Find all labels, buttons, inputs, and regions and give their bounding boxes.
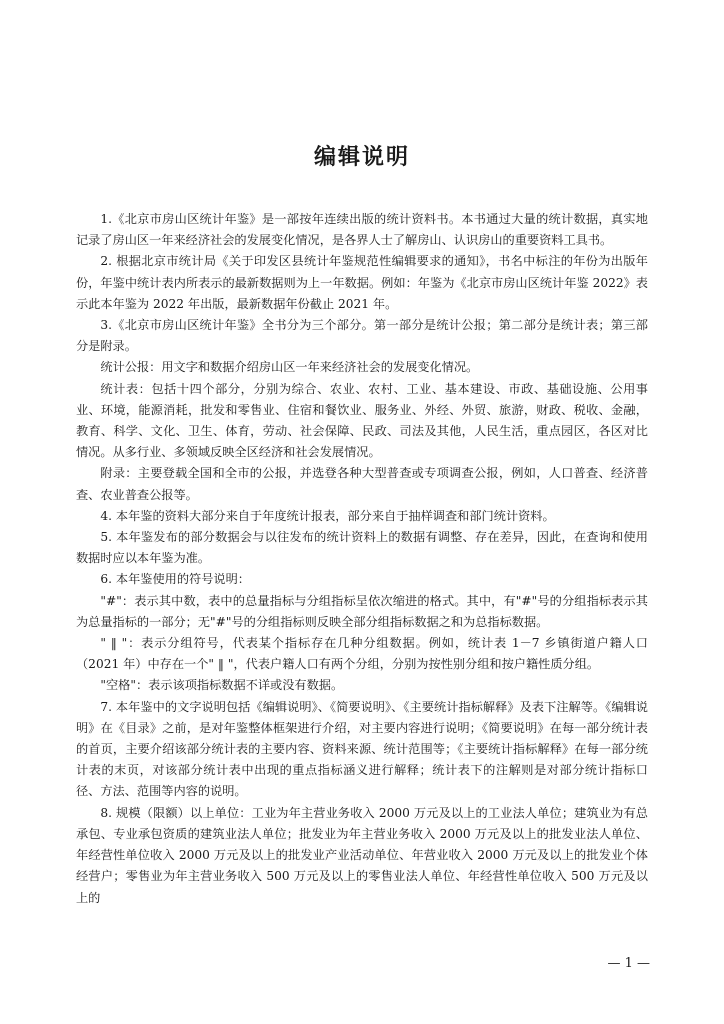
page-title: 编辑说明 bbox=[313, 145, 410, 170]
paragraph-6: 6. 本年鉴使用的符号说明： bbox=[100, 572, 250, 587]
paragraph-8: 8. 规模（限额）以上单位：工业为年主营业务收入 2000 万元及以上的工业法人单位；建筑业为有总承包、专业承包资质的建筑业法人单位；批发业为年主营业务收入 2000 万元及以上的批发业法人单位、年经营性单位收入 2000 万元及以上的批发业产业活动单位、年营业收入 2000 万元及以上的批发业个体经营户；零售业为年主营业务收入 500 万元及以上的零售业法人单位、年经营性单位收入 500 万元及以上的 bbox=[76, 805, 648, 905]
paragraph-symbol-group: " ‖ "：表示分组符号，代表某个指标存在几种分组数据。例如，统计表 1－7 乡镇街道户籍人口（2021 年）中存在一个" ‖ "，代表户籍人口有两个分组，分别为按性别分组和按户籍性质分组。 bbox=[76, 636, 648, 672]
paragraph-appendix: 附录：主要登载全国和全市的公报，并选登各种大型普查或专项调查公报，例如，人口普查、经济普查、农业普查公报等。 bbox=[76, 466, 648, 502]
paragraph-bulletin: 统计公报：用文字和数据介绍房山区一年来经济社会的发展变化情况。 bbox=[100, 360, 479, 375]
page-number: — 1 — bbox=[607, 956, 650, 971]
paragraph-1: 1.《北京市房山区统计年鉴》是一部按年连续出版的统计资料书。本书通过大量的统计数据，真实地记录了房山区一年来经济社会的发展变化情况，是各界人士了解房山、认识房山的重要资料工具书。 bbox=[76, 212, 648, 248]
paragraph-7: 7. 本年鉴中的文字说明包括《编辑说明》、《简要说明》、《主要统计指标解释》及表下注解等。《编辑说明》在《目录》之前，是对年鉴整体框架进行介绍，对主要内容进行说明；《简要说明》在每一部分统计表的首页，主要介绍该部分统计表的主要内容、资料来源、统计范围等；《主要统计指标解释》在每一部分统计表的末页，对该部分统计表中出现的重点指标涵义进行解释；统计表下的注解则是对部分统计指标口径、方法、范围等内容的说明。 bbox=[76, 699, 648, 799]
paragraph-3: 3.《北京市房山区统计年鉴》全书分为三个部分。第一部分是统计公报；第二部分是统计表；第三部分是附录。 bbox=[76, 318, 648, 354]
paragraph-4: 4. 本年鉴的资料大部分来自于年度统计报表，部分来自于抽样调查和部门统计资料。 bbox=[100, 508, 555, 523]
paragraph-symbol-hash: "#"：表示其中数，表中的总量指标与分组指标呈依次缩进的格式。其中，有"#"号的分组指标表示其为总量指标的一部分；无"#"号的分组指标则反映全部分组指标数据之和为总指标数据。 bbox=[76, 593, 648, 629]
paragraph-tables: 统计表：包括十四个部分，分别为综合、农业、农村、工业、基本建设、市政、基础设施、公用事业、环境，能源消耗，批发和零售业、住宿和餐饮业、服务业、外经、外贸、旅游，财政、税收、金融，教育、科学、文化、卫生、体育，劳动、社会保障、民政、司法及其他，人民生活，重点园区，各区对比情况。从多行业、多领域反映全区经济和社会发展情况。 bbox=[76, 381, 648, 460]
document-body bbox=[76, 209, 648, 909]
paragraph-5: 5. 本年鉴发布的部分数据会与以往发布的统计资料上的数据有调整、存在差异，因此，在查询和使用数据时应以本年鉴为准。 bbox=[76, 530, 648, 566]
paragraph-symbol-blank: "空格"：表示该项指标数据不详或没有数据。 bbox=[100, 678, 344, 693]
paragraph-2: 2. 根据北京市统计局《关于印发区县统计年鉴规范性编辑要求的通知》，书名中标注的年份为出版年份，年鉴中统计表内所表示的最新数据则为上一年数据。例如：年鉴为《北京市房山区统计年鉴 2022》表示此本年鉴为 2022 年出版，最新数据年份截止 2021 年。 bbox=[76, 254, 648, 311]
